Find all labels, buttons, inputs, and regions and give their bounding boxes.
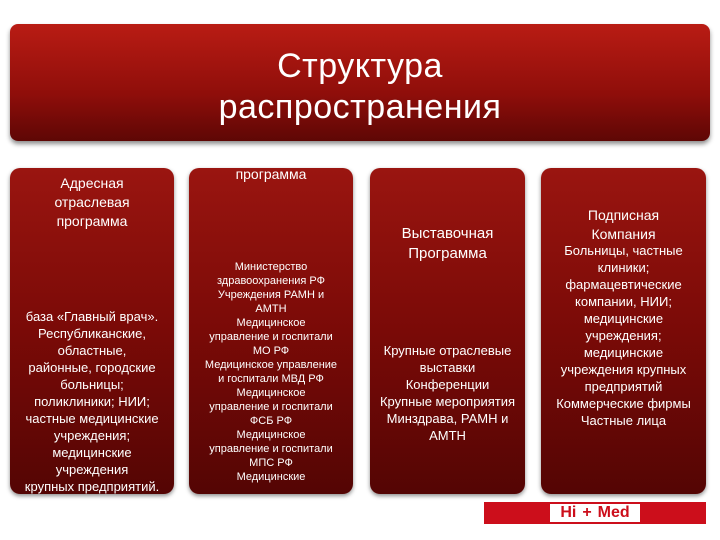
column-address-program — [10, 168, 174, 494]
logo-plate — [550, 504, 639, 522]
column-body: база «Главный врач». Республиканские, областные, районные, городские больницы; поликлиники; НИИ; частные медицинские учреждения; медицинские учреждения крупных предприятий. — [24, 309, 160, 494]
title-banner — [10, 24, 710, 141]
column-body: Больницы, частные клиники; фармацевтические компании, НИИ; медицинские учреждения; медицинские учреждения крупных предприятий Коммерческие фирмы Частные лица — [556, 243, 691, 428]
column-body: Министерство здравоохранения РФ Учреждения РАМН и АМТН Медицинское управление и госпитали МО РФ Медицинское управление и госпитали МВД РФ Медицинское управление и госпитали ФСБ РФ Медицинское управление и госпитали МПС РФ Медицинские — [204, 261, 338, 483]
slide-title: Структура распространения — [218, 47, 502, 126]
column-heading: Выставочная Программа — [401, 225, 494, 262]
column-subscription-campaign — [541, 168, 706, 494]
plus-icon: + — [582, 504, 592, 521]
column-program — [189, 168, 353, 494]
column-heading: программа — [235, 168, 307, 182]
logo-med: Med — [597, 504, 630, 521]
column-heading: Подписная Компания — [587, 207, 660, 242]
column-exhibition-program — [370, 168, 525, 494]
overflow-text: ведомств — [248, 505, 292, 516]
himed-logo — [484, 502, 706, 524]
column-heading: Адресная отраслевая программа — [54, 175, 130, 229]
column-body: Крупные отраслевые выставки Конференции Крупные мероприятия Минздрава, РАМН и АМТН — [379, 343, 515, 443]
logo-hi: Hi — [560, 504, 577, 521]
